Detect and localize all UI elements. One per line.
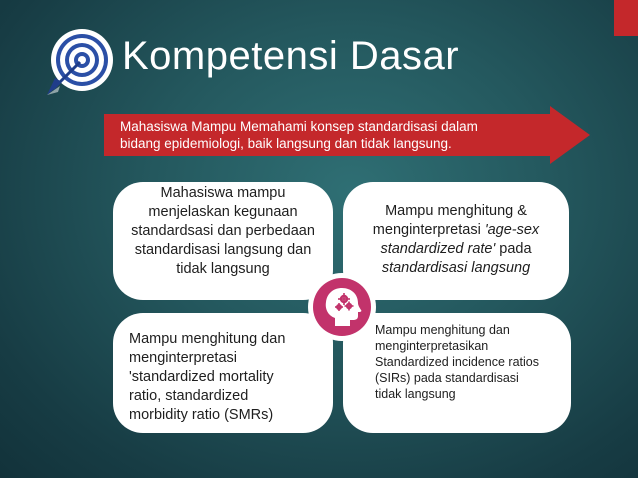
card-line: Standardized incidence ratios	[375, 355, 539, 369]
card-line	[351, 240, 561, 259]
competency-card-bottom-right	[343, 313, 571, 433]
banner-line: Mahasiswa Mampu Memahami konsep standardisasi dalam	[120, 119, 478, 134]
center-badge	[308, 273, 376, 341]
card-line: Mampu menghitung dan	[375, 323, 510, 337]
card-text	[113, 184, 333, 279]
card-line	[351, 221, 561, 240]
badge-circle	[313, 278, 371, 336]
card-text-italic: 'age-sex	[484, 222, 540, 238]
card-line: tidak langsung	[176, 261, 270, 277]
card-line: standardisasi langsung	[381, 260, 531, 276]
competency-card-bottom-left	[113, 313, 333, 433]
competency-card-top-left	[113, 182, 333, 300]
card-text	[375, 322, 571, 402]
card-line: morbidity ratio (SMRs)	[129, 407, 274, 423]
card-text	[129, 330, 329, 425]
accent-bar	[614, 0, 638, 36]
head-gears-icon	[313, 278, 371, 336]
card-text-italic: standardized rate'	[380, 241, 496, 257]
card-text	[351, 202, 561, 278]
competency-card-top-right	[343, 182, 569, 300]
card-line: Mahasiswa mampu	[160, 185, 286, 201]
card-line: menjelaskan kegunaan	[148, 204, 298, 220]
card-line: menginterpretasi	[129, 350, 237, 366]
competency-banner	[104, 106, 590, 164]
card-line: standardsasi dan perbedaan	[131, 223, 315, 239]
card-line: (SIRs) pada standardisasi	[375, 371, 519, 385]
banner-text	[120, 118, 540, 152]
card-line: Mampu menghitung dan	[129, 331, 286, 347]
card-line: 'standardized mortality	[129, 369, 274, 385]
card-text-plain: pada	[495, 241, 532, 257]
target-arrow-icon	[44, 26, 116, 98]
card-line: tidak langsung	[375, 387, 456, 401]
card-line: Mampu menghitung &	[385, 203, 527, 219]
banner-line: bidang epidemiologi, baik langsung dan tidak langsung.	[120, 136, 452, 151]
card-line: ratio, standardized	[129, 388, 249, 404]
card-line: menginterpretasikan	[375, 339, 489, 353]
page-title: Kompetensi Dasar	[122, 34, 460, 78]
card-line: standardisasi langsung dan	[134, 242, 312, 258]
card-text-plain: menginterpretasi	[372, 222, 485, 238]
